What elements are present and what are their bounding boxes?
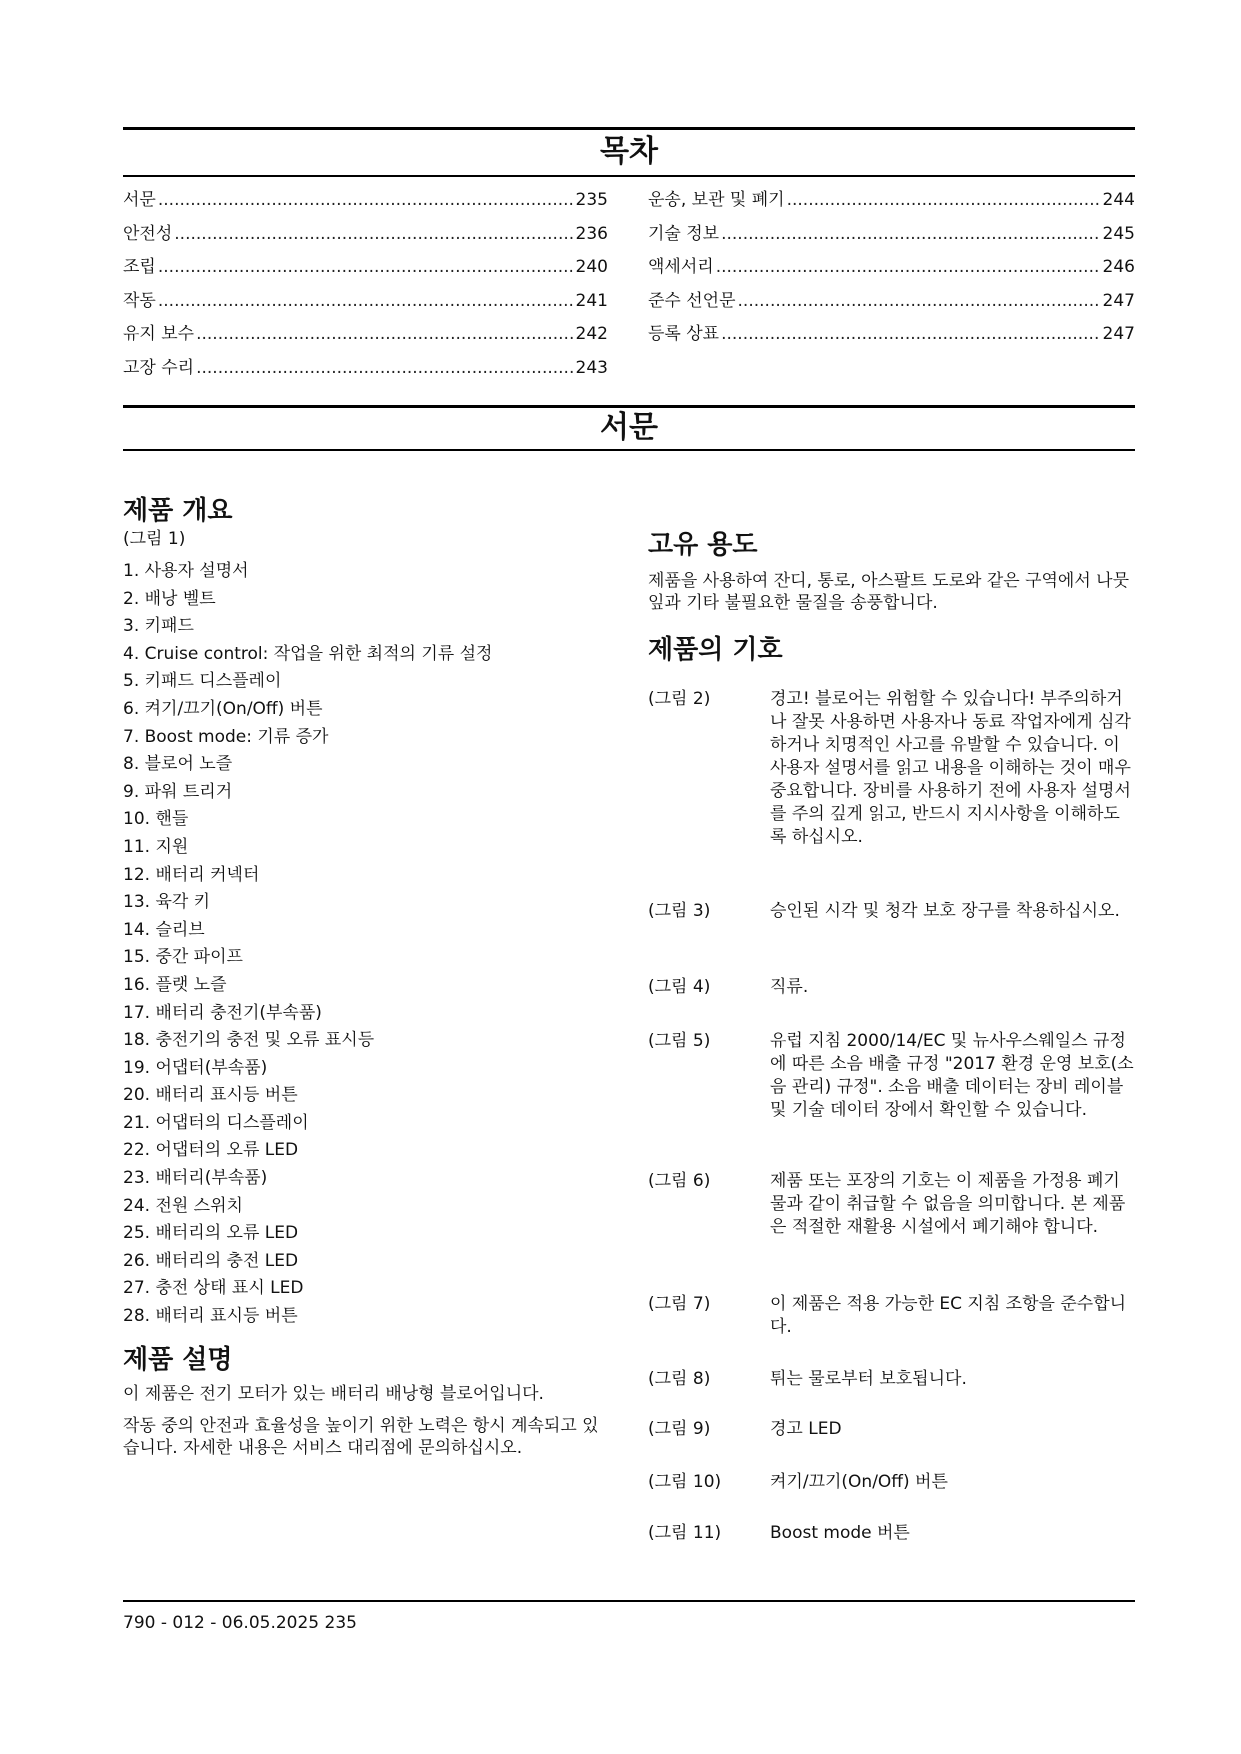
- list-item: 16. 플랫 노즐: [123, 974, 227, 995]
- symbol-row: [648, 900, 1135, 923]
- symbol-description: Boost mode 버튼: [770, 1523, 910, 1543]
- list-item: 25. 배터리의 오류 LED: [123, 1223, 299, 1244]
- symbol-row: [648, 1293, 1135, 1339]
- symbol-description: 경고 LED: [770, 1419, 842, 1439]
- toc-leader-dots: [738, 291, 1101, 311]
- symbol-figure-ref: (그림 5): [648, 1031, 711, 1051]
- list-item: 18. 충전기의 충전 및 오류 표시등: [123, 1030, 375, 1051]
- symbol-figure-ref: (그림 9): [648, 1419, 711, 1439]
- list-item: 19. 어댑터(부속품): [123, 1057, 268, 1078]
- symbol-figure-ref: (그림 4): [648, 977, 711, 997]
- symbol-figure-ref: (그림 3): [648, 901, 711, 921]
- list-item: 14. 슬리브: [123, 919, 205, 940]
- list-item: 2. 배낭 벨트: [123, 588, 216, 609]
- toc-entry[interactable]: [648, 252, 1135, 286]
- toc-entry-page: 247: [1102, 290, 1135, 311]
- symbol-row: [648, 1030, 1135, 1122]
- list-item: 13. 육각 키: [123, 892, 211, 913]
- toc-leader-dots: [158, 190, 574, 210]
- intended-use-text: 제품을 사용하여 잔디, 통로, 아스팔트 도로와 같은 구역에서 나뭇잎과 기타 불필요한 물질을 송풍합니다.: [648, 571, 1130, 613]
- symbol-figure-ref: (그림 7): [648, 1294, 711, 1314]
- toc-entry[interactable]: [123, 219, 608, 253]
- toc-entry[interactable]: [123, 252, 608, 286]
- symbol-row: [648, 1471, 1135, 1494]
- symbol-description: 이 제품은 적용 가능한 EC 지침 조항을 준수합니다.: [770, 1294, 1127, 1337]
- list-item: 21. 어댑터의 디스플레이: [123, 1112, 309, 1133]
- list-item: 8. 블로어 노즐: [123, 754, 233, 775]
- list-item: 3. 키패드: [123, 616, 194, 637]
- symbol-figure-ref: (그림 2): [648, 689, 711, 709]
- symbol-figure-ref: (그림 11): [648, 1523, 722, 1543]
- toc-leader-dots: [196, 358, 573, 378]
- overview-list: [123, 558, 608, 1331]
- toc-top-rule: [123, 127, 1135, 130]
- toc-entry[interactable]: [123, 185, 608, 219]
- toc-entry-label: 액세서리: [648, 257, 714, 277]
- toc-left-column: [123, 185, 608, 386]
- list-item: 10. 핸들: [123, 809, 189, 830]
- list-item: 4. Cruise control: 작업을 위한 최적의 기류 설정: [123, 643, 493, 664]
- list-item: 1. 사용자 설명서: [123, 561, 249, 581]
- list-item: 9. 파워 트리거: [123, 781, 233, 802]
- toc-entry[interactable]: [648, 319, 1135, 353]
- symbol-description: 켜기/끄기(On/Off) 버튼: [770, 1472, 948, 1492]
- symbol-description: 경고! 블로어는 위험할 수 있습니다! 부주의하거나 잘못 사용하면 사용자나 동료 작업자에게 심각하거나 치명적인 사고를 유발할 수 있습니다. 이 사용자 설명서를 읽고 내용을 이해하는 것이 매우 중요합니다. 장비를 사용하기 전에 사용자 설명서를 주의 깊게 읽고, 반드시 지시사항을 이해하도록 하십시오.: [770, 689, 1131, 847]
- list-item: 20. 배터리 표시등 버튼: [123, 1085, 298, 1106]
- toc-bottom-rule: [123, 175, 1135, 177]
- page-footer: 790 - 012 - 06.05.2025 235: [123, 1613, 357, 1633]
- symbol-description: 직류.: [770, 977, 809, 997]
- toc-entry-label: 고장 수리: [123, 357, 195, 378]
- symbol-description: 제품 또는 포장의 기호는 이 제품을 가정용 폐기물과 같이 취급할 수 없음을 의미합니다. 본 제품은 적절한 재활용 시설에서 폐기해야 합니다.: [770, 1171, 1126, 1237]
- overview-column: [123, 494, 608, 1459]
- toc-entry-page: 241: [575, 290, 608, 311]
- symbol-figure-ref: (그림 6): [648, 1171, 711, 1191]
- intro-bottom-rule: [123, 449, 1135, 451]
- list-item: 27. 충전 상태 표시 LED: [123, 1278, 304, 1299]
- toc-entry-label: 유지 보수: [123, 324, 195, 344]
- toc-entry-label: 기술 정보: [648, 223, 720, 244]
- toc-entry-page: 243: [575, 357, 608, 378]
- toc-entry[interactable]: [648, 185, 1135, 219]
- intro-title: 서문: [600, 410, 658, 445]
- toc-entry-label: 서문: [123, 190, 156, 210]
- toc-entry-page: 246: [1102, 257, 1135, 277]
- list-item: 26. 배터리의 충전 LED: [123, 1250, 299, 1271]
- symbol-row: [648, 1170, 1135, 1239]
- toc-leader-dots: [787, 190, 1101, 210]
- symbol-description: 승인된 시각 및 청각 보호 장구를 착용하십시오.: [770, 901, 1120, 921]
- list-item: 7. Boost mode: 기류 증가: [123, 726, 329, 747]
- symbol-description: 유럽 지침 2000/14/EC 및 뉴사우스웨일스 규정에 따른 소음 배출 규정 "2017 환경 운영 보호(소음 관리) 규정". 소음 배출 데이터는 장비 레이블 및 기술 데이터 장에서 확인할 수 있습니다.: [770, 1031, 1134, 1120]
- toc-leader-dots: [196, 324, 573, 344]
- toc-entry-label: 안전성: [123, 223, 173, 244]
- toc-entry-page: 242: [575, 324, 608, 344]
- symbol-description: 튀는 물로부터 보호됩니다.: [770, 1369, 967, 1389]
- list-item: 12. 배터리 커넥터: [123, 864, 260, 885]
- description-heading: 제품 설명: [123, 1344, 233, 1375]
- toc-title: 목차: [600, 134, 658, 169]
- list-item: 17. 배터리 충전기(부속품): [123, 1002, 322, 1023]
- symbols-heading: 제품의 기호: [648, 635, 783, 665]
- list-item: 23. 배터리(부속품): [123, 1168, 268, 1189]
- toc-entry-page: 240: [575, 257, 608, 277]
- toc-entry-label: 준수 선언문: [648, 290, 736, 311]
- list-item: 15. 중간 파이프: [123, 947, 243, 968]
- intended-use-heading: 고유 용도: [648, 530, 758, 560]
- toc-entry[interactable]: [123, 319, 608, 353]
- toc-leader-dots: [716, 257, 1101, 277]
- toc-entry[interactable]: [123, 353, 608, 387]
- footer-rule: [123, 1600, 1135, 1602]
- toc-entry-page: 235: [575, 190, 608, 210]
- symbol-row: [648, 1368, 1135, 1391]
- symbol-row: [648, 688, 1135, 849]
- toc-entry-page: 247: [1102, 324, 1135, 344]
- toc-leader-dots: [158, 291, 574, 311]
- list-item: 6. 켜기/끄기(On/Off) 버튼: [123, 698, 323, 719]
- toc-leader-dots: [721, 224, 1100, 244]
- description-paragraph: 작동 중의 안전과 효율성을 높이기 위한 노력은 항시 계속되고 있습니다. 자세한 내용은 서비스 대리점에 문의하십시오.: [123, 1415, 599, 1458]
- toc-entry-page: 244: [1102, 190, 1135, 210]
- description-paragraph: 이 제품은 전기 모터가 있는 배터리 배낭형 블로어입니다.: [123, 1383, 544, 1404]
- toc-entry-label: 운송, 보관 및 폐기: [648, 190, 785, 210]
- toc-leader-dots: [174, 224, 573, 244]
- toc-entry[interactable]: [123, 286, 608, 320]
- list-item: 5. 키패드 디스플레이: [123, 671, 282, 692]
- toc-leader-dots: [158, 257, 574, 277]
- toc-entry-label: 등록 상표: [648, 324, 720, 344]
- list-item: 22. 어댑터의 오류 LED: [123, 1140, 299, 1161]
- list-item: 28. 배터리 표시등 버튼: [123, 1306, 298, 1327]
- list-item: 11. 지원: [123, 836, 189, 857]
- toc-entry[interactable]: [648, 286, 1135, 320]
- list-item: 24. 전원 스위치: [123, 1195, 243, 1216]
- symbol-figure-ref: (그림 8): [648, 1369, 711, 1389]
- intended-use-block: [648, 528, 1135, 614]
- overview-figure-ref: (그림 1): [123, 529, 186, 549]
- toc-entry[interactable]: [648, 219, 1135, 253]
- toc-entry-label: 작동: [123, 290, 156, 311]
- symbol-row: [648, 1522, 1135, 1545]
- symbol-figure-ref: (그림 10): [648, 1472, 722, 1492]
- symbol-row: [648, 976, 1135, 999]
- toc-right-column: [648, 185, 1135, 353]
- overview-heading: 제품 개요: [123, 496, 233, 526]
- toc-leader-dots: [721, 324, 1100, 344]
- symbol-row: [648, 1418, 1135, 1441]
- toc-entry-page: 236: [575, 223, 608, 244]
- toc-entry-label: 조립: [123, 257, 156, 277]
- toc-entry-page: 245: [1102, 223, 1135, 244]
